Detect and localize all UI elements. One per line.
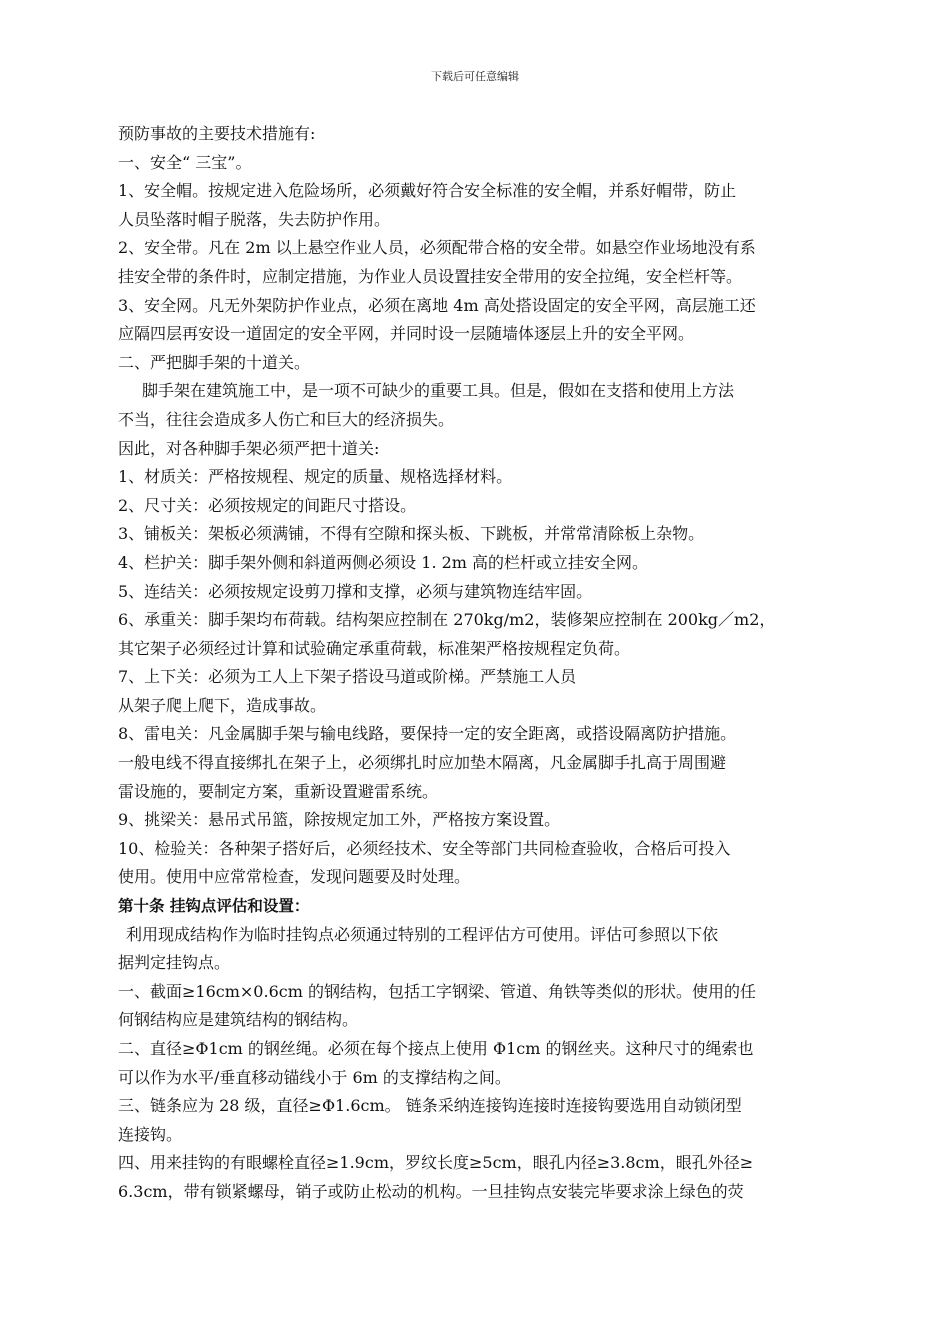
text-line: 3、安全网。凡无外架防护作业点，必须在离地 4m 高处搭设固定的安全平网，高层施工还 bbox=[118, 295, 756, 315]
section-heading: 第十条 挂钩点评估和设置： bbox=[118, 897, 310, 916]
text-line: 脚手架在建筑施工中，是一项不可缺少的重要工具。但是，假如在支搭和使用上方法 bbox=[142, 381, 735, 401]
text-line: 不当，往往会造成多人伤亡和巨大的经济损失。 bbox=[118, 409, 455, 429]
text-line: 挂安全带的条件时，应制定措施，为作业人员设置挂安全带用的安全拉绳，安全栏杆等。 bbox=[118, 266, 743, 286]
document-body bbox=[118, 120, 863, 1207]
text-line: 连接钩。 bbox=[118, 1124, 183, 1144]
text-line: 三、链条应为 28 级，直径≥Φ1.6cm。 链条采纳连接钩连接时连接钩要选用自动锁闭型 bbox=[118, 1096, 742, 1116]
text-line: 从架子爬上爬下，造成事故。 bbox=[118, 695, 327, 715]
text-line: 预防事故的主要技术措施有: bbox=[118, 124, 316, 143]
text-line: 8、雷电关：凡金属脚手架与输电线路，要保持一定的安全距离，或搭设隔离防护措施。 bbox=[118, 724, 737, 744]
text-line: 可以作为水平/垂直移动锚线小于 6m 的支撑结构之间。 bbox=[118, 1067, 511, 1087]
page-header: 下载后可任意编辑 bbox=[431, 70, 519, 83]
text-line: 5、连结关：必须按规定设剪刀撑和支撑，必须与建筑物连结牢固。 bbox=[118, 581, 593, 601]
text-line: 使用。使用中应常常检查，发现问题要及时处理。 bbox=[118, 867, 471, 887]
text-line: 4、栏护关：脚手架外侧和斜道两侧必须设 1. 2m 高的栏杆或立挂安全网。 bbox=[118, 552, 649, 572]
text-line: 9、挑梁关：悬吊式吊篮，除按规定加工外，严格按方案设置。 bbox=[118, 810, 561, 830]
text-line: 利用现成结构作为临时挂钩点必须通过特别的工程评估方可使用。评估可参照以下依 bbox=[126, 924, 719, 944]
text-line: 6、承重关：脚手架均布荷载。结构架应控制在 270kg/m2，装修架应控制在 200kg／m2， bbox=[118, 610, 776, 630]
text-line: 一般电线不得直接绑扎在架子上，必须绑扎时应加垫木隔离，凡金属脚手扎高于周围避 bbox=[118, 753, 727, 773]
text-line: 二、直径≥Φ1cm 的钢丝绳。必须在每个接点上使用 Φ1cm 的钢丝夹。这种尺寸的绳索也 bbox=[118, 1039, 754, 1058]
text-line: 人员坠落时帽子脱落，失去防护作用。 bbox=[118, 209, 391, 229]
text-line: 3、铺板关：架板必须满铺，不得有空隙和探头板、下跳板，并常常清除板上杂物。 bbox=[118, 524, 705, 544]
text-line: 6.3cm，带有锁紧螺母，销子或防止松动的机构。一旦挂钩点安装完毕要求涂上绿色的荧 bbox=[118, 1181, 744, 1201]
text-line: 1、材质关：严格按规程、规定的质量、规格选择材料。 bbox=[118, 467, 513, 487]
text-line: 雷设施的，要制定方案，重新设置避雷系统。 bbox=[118, 781, 439, 801]
text-line: 据判定挂钩点。 bbox=[118, 953, 231, 973]
text-line: 四、用来挂钩的有眼螺栓直径≥1.9cm，罗纹长度≥5cm，眼孔内径≥3.8cm，眼孔外径≥ bbox=[118, 1153, 754, 1173]
text-line: 10、检验关：各种架子搭好后，必须经技术、安全等部门共同检查验收，合格后可投入 bbox=[118, 838, 731, 858]
text-line: 1、安全帽。按规定进入危险场所，必须戴好符合安全标准的安全帽，并系好帽带，防止 bbox=[118, 181, 737, 201]
text-line: 2、安全带。凡在 2m 以上悬空作业人员，必须配带合格的安全带。如悬空作业场地没有系 bbox=[118, 238, 756, 258]
text-line: 二、严把脚手架的十道关。 bbox=[118, 352, 311, 372]
text-line: 一、安全“ 三宝”。 bbox=[118, 152, 252, 172]
text-line: 因此，对各种脚手架必须严把十道关: bbox=[118, 438, 380, 458]
text-line: 其它架子必须经过计算和试验确定承重荷载，标准架严格按规程定负荷。 bbox=[118, 638, 631, 658]
text-line: 一、截面≥16cm×0.6cm 的钢结构，包括工字钢梁、管道、角铁等类似的形状。使用的任 bbox=[118, 981, 756, 1001]
text-line: 何钢结构应是建筑结构的钢结构。 bbox=[118, 1010, 359, 1030]
text-line: 7、上下关：必须为工人上下架子搭设马道或阶梯。严禁施工人员 bbox=[118, 667, 577, 687]
text-line: 2、尺寸关：必须按规定的间距尺寸搭设。 bbox=[118, 495, 417, 515]
text-line: 应隔四层再安设一道固定的安全平网，并同时设一层随墙体逐层上升的安全平网。 bbox=[118, 324, 695, 344]
